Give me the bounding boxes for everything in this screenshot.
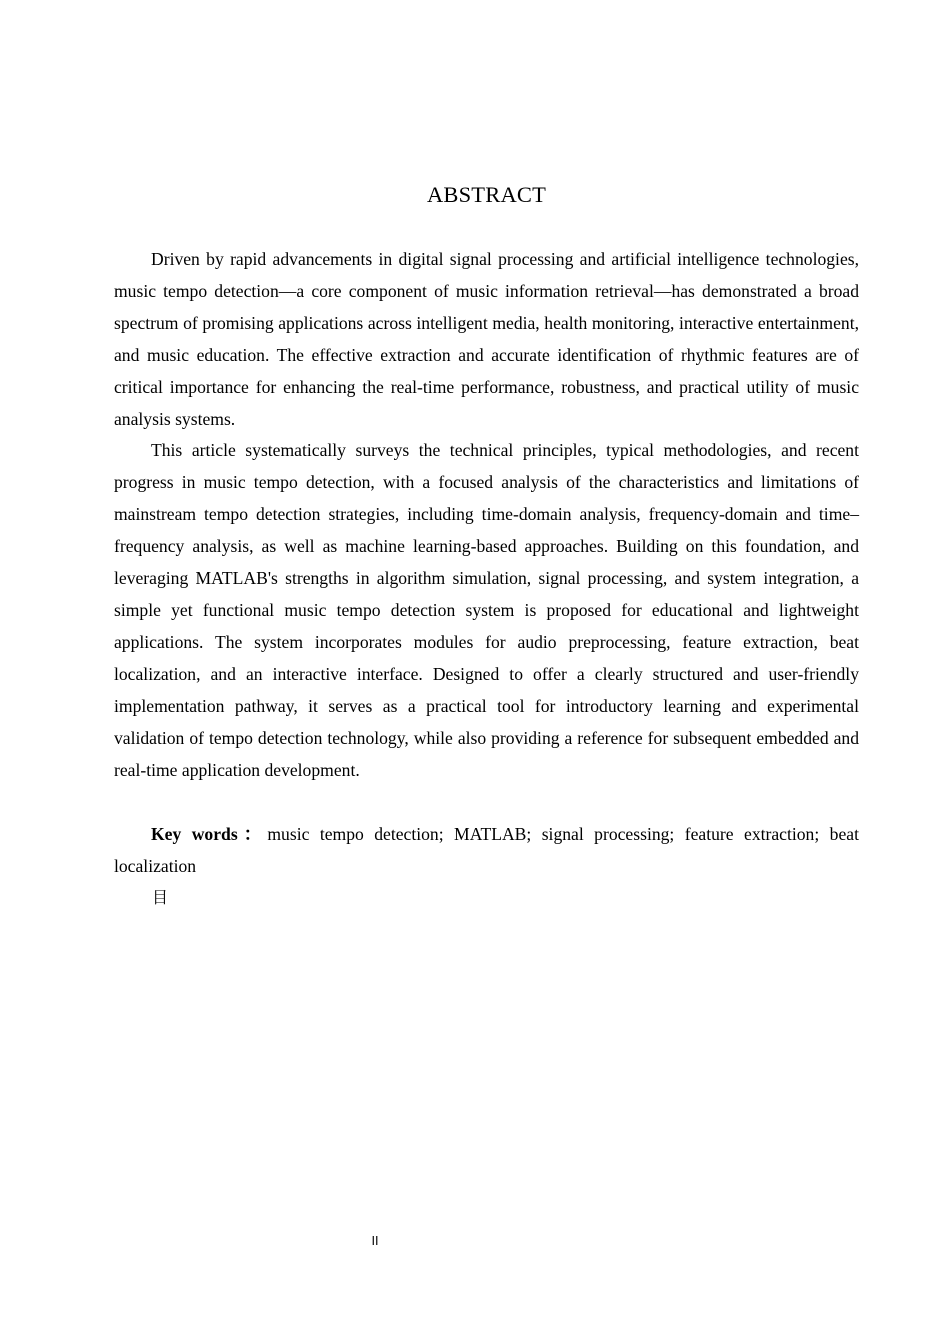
abstract-paragraph-1: Driven by rapid advancements in digital signal processing and artificial intelligence technologies, music tempo detection—a core component of music information retrieval—has demonstrated a broad spectrum of promising applications across intelligent media, health monitoring, interactive entertainment, and music education. The effective extraction and accurate identification of rhythmic features are of critical importance for enhancing the real-time performance, robustness, and practical utility of music analysis systems.: [114, 249, 859, 429]
page-number: II: [371, 1234, 379, 1248]
abstract-body: [114, 244, 859, 786]
abstract-paragraph-2: This article systematically surveys the technical principles, typical methodologies, and recent progress in music tempo detection, with a focused analysis of the characteristics and limitations of mainstream tempo detection strategies, including time-domain analysis, frequency-domain and time–frequency analysis, as well as machine learning-based approaches. Building on this foundation, and leveraging MATLAB's strengths in algorithm simulation, signal processing, and system integration, a simple yet functional music tempo detection system is proposed for educational and lightweight applications. The system incorporates modules for audio preprocessing, feature extraction, beat localization, and an interactive interface. Designed to offer a clearly structured and user-friendly implementation pathway, it serves as a practical tool for introductory learning and experimental validation of tempo detection technology, while also providing a reference for subsequent embedded and real-time application development.: [114, 440, 859, 780]
keywords-line: [114, 819, 859, 883]
trailing-character: 目: [152, 888, 169, 907]
keywords-text: music tempo detection; MATLAB; signal processing; feature extraction; beat localization: [114, 824, 859, 876]
abstract-title: ABSTRACT: [426, 182, 547, 207]
keywords-label: Key words：: [151, 824, 268, 844]
